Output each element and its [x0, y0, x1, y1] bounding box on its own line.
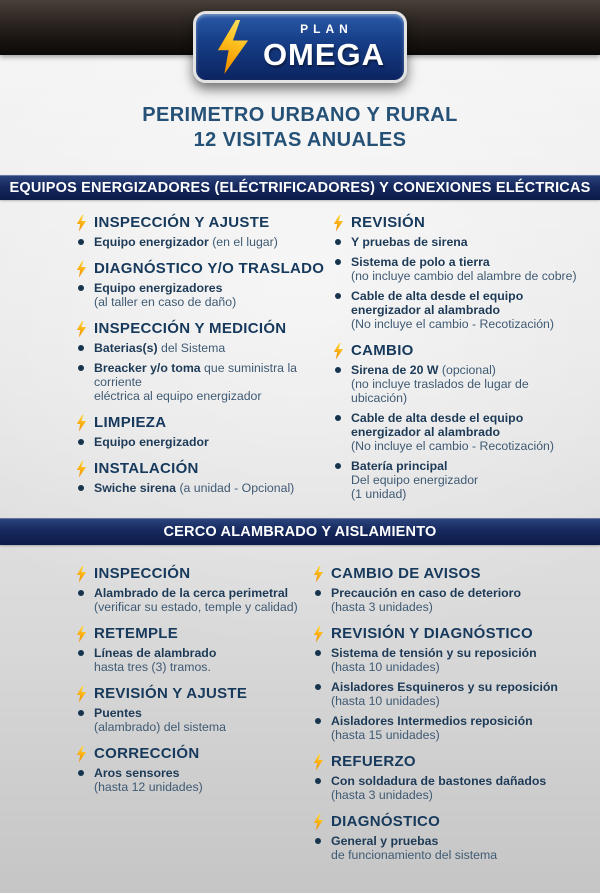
item-text-regular: (alambrado) del sistema: [94, 720, 226, 734]
service-heading-label: DIAGNÓSTICO: [331, 813, 441, 830]
item-text-regular: (no incluye traslados de lugar de ubicación): [351, 377, 529, 405]
service-item-line: [331, 660, 537, 674]
service-heading-label: INSPECCIÓN: [94, 565, 191, 582]
item-text-bold: Cable de alta desde el equipo: [351, 411, 524, 425]
service-group: [331, 813, 580, 862]
service-heading: [333, 342, 580, 360]
service-column: [76, 214, 333, 512]
page-title-line2: 12 VISITAS ANUALES: [193, 129, 407, 151]
service-item-text: [351, 363, 580, 405]
service-item-line: [94, 600, 298, 614]
service-item-text: [94, 341, 225, 355]
service-item-text: [94, 281, 236, 309]
service-group: [351, 342, 580, 501]
item-text-regular: (hasta 12 unidades): [94, 780, 203, 794]
service-item-line: [94, 295, 236, 309]
service-heading-label: CORRECCIÓN: [94, 745, 200, 762]
section-banner: CERCO ALAMBRADO Y AISLAMIENTO: [0, 518, 600, 545]
bullet-icon: [78, 770, 84, 776]
item-text-regular: (1 unidad): [351, 487, 407, 501]
service-item-text: [94, 235, 278, 249]
service-heading: [76, 685, 313, 703]
service-item-line: [331, 586, 521, 600]
bullet-icon: [315, 838, 321, 844]
item-text-bold: Alambrado de la cerca perimetral: [94, 586, 289, 600]
service-heading: [313, 813, 580, 831]
service-item-text: [94, 481, 294, 495]
sections-container: [0, 175, 600, 873]
item-text-regular: (a unidad - Opcional): [176, 481, 295, 495]
service-item-line: [351, 269, 577, 283]
item-text-bold: energizador al alambrado: [351, 303, 500, 317]
item-text-regular: (No incluye el cambio - Recotización): [351, 439, 554, 453]
service-heading-label: RETEMPLE: [94, 625, 179, 642]
item-text-bold: Batería principal: [351, 459, 448, 473]
service-item-line: [331, 646, 537, 660]
service-group: [94, 745, 313, 794]
service-item-text: [331, 586, 521, 614]
service-heading: [76, 414, 333, 432]
service-heading: [313, 625, 580, 643]
item-text-regular: (no incluye cambio del alambre de cobre): [351, 269, 577, 283]
service-heading-label: LIMPIEZA: [94, 414, 167, 431]
service-group: [331, 565, 580, 614]
service-heading-label: CAMBIO DE AVISOS: [331, 565, 481, 582]
service-item-text: [351, 459, 478, 501]
service-item-line: [94, 706, 226, 720]
service-heading: [313, 565, 580, 583]
item-text-regular: (hasta 3 unidades): [331, 600, 433, 614]
service-heading: [76, 460, 333, 478]
service-heading-label: INSPECCIÓN Y AJUSTE: [94, 214, 270, 231]
bullet-icon: [335, 239, 341, 245]
item-text-regular: (hasta 15 unidades): [331, 728, 440, 742]
item-text-bold: Equipo energizadores: [94, 281, 223, 295]
service-item: [78, 766, 313, 794]
service-group: [331, 625, 580, 742]
service-item-line: [351, 363, 580, 377]
item-text-regular: hasta tres (3) tramos.: [94, 660, 211, 674]
item-text-regular: Del equipo energizador: [351, 473, 479, 487]
bullet-icon: [315, 778, 321, 784]
service-item: [315, 774, 580, 802]
service-item-text: [331, 774, 546, 802]
service-item-line: [94, 646, 216, 660]
service-item: [315, 714, 580, 742]
lightning-bolt-icon: [76, 566, 87, 583]
service-item: [78, 281, 333, 309]
item-text-bold: Cable de alta desde el equipo: [351, 289, 524, 303]
item-text-regular: (opcional): [438, 363, 496, 377]
item-text-bold: Sirena de 20 W: [351, 363, 439, 377]
item-text-regular: del Sistema: [157, 341, 226, 355]
bullet-icon: [315, 684, 321, 690]
service-item-line: [351, 473, 478, 487]
service-group: [94, 320, 333, 403]
lightning-bolt-icon: [76, 415, 87, 432]
lightning-bolt-icon: [313, 626, 324, 643]
service-heading: [76, 320, 333, 338]
service-group: [94, 685, 313, 734]
item-text-bold: Aisladores Esquineros y su reposición: [331, 680, 558, 694]
bullet-icon: [78, 439, 84, 445]
service-heading: [76, 214, 333, 232]
bullet-icon: [335, 367, 341, 373]
section-banner: EQUIPOS ENERGIZADORES (ELÉCTRIFICADORES) Y CONEXIONES ELÉCTRICAS: [0, 175, 600, 200]
service-heading-label: CAMBIO: [351, 342, 414, 359]
service-item-line: [94, 389, 333, 403]
service-item-line: [351, 317, 554, 331]
service-group: [94, 460, 333, 495]
service-item-line: [94, 235, 278, 249]
bullet-icon: [78, 590, 84, 596]
item-text-regular: eléctrica al equipo energizador: [94, 389, 262, 403]
item-text-regular: (hasta 3 unidades): [331, 788, 433, 802]
page-title: [0, 103, 600, 153]
service-heading-label: INSTALACIÓN: [94, 460, 199, 477]
service-item-text: [331, 680, 558, 708]
item-text-bold: Breacker y/o toma: [94, 361, 201, 375]
bullet-icon: [78, 485, 84, 491]
service-item-text: [94, 361, 333, 403]
service-item-line: [331, 774, 546, 788]
service-group: [351, 214, 580, 331]
bullet-icon: [315, 590, 321, 596]
service-item-text: [351, 411, 554, 453]
service-item-text: [331, 646, 537, 674]
service-item-line: [351, 411, 554, 425]
service-group: [94, 214, 333, 249]
service-item: [78, 341, 333, 355]
service-item-text: [94, 766, 203, 794]
service-item-line: [331, 728, 533, 742]
service-item-line: [94, 361, 333, 389]
item-text-bold: General y pruebas: [331, 834, 439, 848]
service-item-line: [351, 303, 554, 317]
page-title-line1: PERIMETRO URBANO Y RURAL: [142, 104, 458, 126]
item-text-regular: (al taller en caso de daño): [94, 295, 237, 309]
service-item-text: [331, 714, 533, 742]
service-item: [78, 481, 333, 495]
service-item-line: [94, 586, 298, 600]
service-item-text: [351, 255, 577, 283]
service-item: [78, 235, 333, 249]
service-item-text: [94, 586, 298, 614]
item-text-regular: (hasta 10 unidades): [331, 660, 440, 674]
service-heading-label: DIAGNÓSTICO Y/O TRASLADO: [94, 260, 325, 277]
plan-omega-logo: [193, 11, 407, 83]
service-item: [315, 680, 580, 708]
service-item-line: [351, 459, 478, 473]
logo-omega-label: OMEGA: [262, 36, 386, 72]
service-item-line: [351, 235, 468, 249]
logo-text: [263, 22, 385, 73]
service-item-line: [331, 600, 521, 614]
bullet-icon: [335, 415, 341, 421]
item-text-bold: Baterias(s): [94, 341, 158, 355]
bullet-icon: [335, 463, 341, 469]
service-group: [331, 753, 580, 802]
lightning-bolt-icon: [333, 215, 344, 232]
item-text-bold: Puentes: [94, 706, 142, 720]
service-group: [94, 625, 313, 674]
service-item-line: [351, 289, 554, 303]
service-item-line: [331, 680, 558, 694]
lightning-bolt-icon: [333, 343, 344, 360]
item-text-regular: (No incluye el cambio - Recotización): [351, 317, 554, 331]
service-item-line: [94, 481, 294, 495]
lightning-bolt-icon: [313, 754, 324, 771]
service-group: [94, 565, 313, 614]
service-heading: [76, 625, 313, 643]
service-item: [315, 586, 580, 614]
service-item: [335, 289, 580, 331]
service-item-line: [351, 377, 580, 405]
bullet-icon: [315, 718, 321, 724]
service-item-line: [331, 788, 546, 802]
item-text-bold: Swiche sirena: [94, 481, 177, 495]
service-item: [315, 646, 580, 674]
section-content: [0, 545, 600, 873]
lightning-bolt-icon: [76, 626, 87, 643]
service-item: [78, 361, 333, 403]
service-item-text: [94, 706, 226, 734]
service-item-line: [331, 848, 497, 862]
bullet-icon: [335, 259, 341, 265]
service-item-text: [351, 235, 468, 249]
lightning-bolt-icon: [215, 20, 251, 74]
service-item-line: [351, 425, 554, 439]
item-text-bold: Sistema de polo a tierra: [351, 255, 490, 269]
service-item: [315, 834, 580, 862]
service-item: [335, 255, 580, 283]
item-text-bold: energizador al alambrado: [351, 425, 500, 439]
service-heading: [333, 214, 580, 232]
service-item-line: [351, 487, 478, 501]
item-text-bold: Con soldadura de bastones dañados: [331, 774, 547, 788]
service-item: [78, 646, 313, 674]
service-column: [76, 565, 313, 873]
service-item-line: [351, 439, 554, 453]
service-item: [78, 586, 313, 614]
service-group: [94, 414, 333, 449]
item-text-bold: Y pruebas de sirena: [351, 235, 468, 249]
bullet-icon: [78, 239, 84, 245]
service-item-text: [94, 435, 209, 449]
service-group: [94, 260, 333, 309]
service-heading-label: REVISIÓN: [351, 214, 426, 231]
service-item-line: [94, 766, 203, 780]
service-item-text: [351, 289, 554, 331]
service-heading: [313, 753, 580, 771]
service-heading-label: REVISIÓN Y AJUSTE: [94, 685, 248, 702]
service-item-line: [331, 694, 558, 708]
service-item-line: [331, 714, 533, 728]
lightning-bolt-icon: [76, 686, 87, 703]
service-item: [335, 411, 580, 453]
item-text-regular: (hasta 10 unidades): [331, 694, 440, 708]
service-item: [78, 706, 313, 734]
lightning-bolt-icon: [313, 566, 324, 583]
item-text-bold: Equipo energizador: [94, 435, 209, 449]
service-item: [335, 235, 580, 249]
bullet-icon: [78, 365, 84, 371]
service-heading: [76, 745, 313, 763]
item-text-regular: de funcionamiento del sistema: [331, 848, 498, 862]
logo-plan-label: PLAN: [300, 21, 353, 36]
service-heading-label: INSPECCIÓN Y MEDICIÓN: [94, 320, 287, 337]
lightning-bolt-icon: [76, 215, 87, 232]
service-item-text: [94, 646, 216, 674]
service-item: [335, 459, 580, 501]
lightning-bolt-icon: [313, 814, 324, 831]
service-heading: [76, 565, 313, 583]
item-text-bold: Sistema de tensión y su reposición: [331, 646, 537, 660]
bullet-icon: [315, 650, 321, 656]
item-text-regular: (en el lugar): [208, 235, 278, 249]
service-item-line: [94, 281, 236, 295]
lightning-bolt-icon: [76, 261, 87, 278]
service-item-line: [94, 780, 203, 794]
bullet-icon: [78, 345, 84, 351]
service-item-line: [94, 341, 225, 355]
item-text-regular: que suministra la corriente: [94, 361, 298, 389]
bullet-icon: [335, 293, 341, 299]
service-column: [333, 214, 580, 512]
item-text-bold: Aisladores Intermedios reposición: [331, 714, 533, 728]
service-item: [335, 363, 580, 405]
lightning-bolt-icon: [76, 746, 87, 763]
item-text-bold: Precaución en caso de deterioro: [331, 586, 521, 600]
lightning-bolt-icon: [76, 461, 87, 478]
item-text-bold: Líneas de alambrado: [94, 646, 217, 660]
service-item-text: [331, 834, 497, 862]
service-item-line: [94, 660, 216, 674]
service-item-line: [351, 255, 577, 269]
service-column: [313, 565, 580, 873]
service-heading-label: REVISIÓN Y DIAGNÓSTICO: [331, 625, 533, 642]
service-heading-label: REFUERZO: [331, 753, 416, 770]
bullet-icon: [78, 650, 84, 656]
lightning-bolt-icon: [76, 321, 87, 338]
service-item-line: [94, 720, 226, 734]
item-text-bold: Equipo energizador: [94, 235, 209, 249]
service-heading: [76, 260, 333, 278]
service-item-line: [94, 435, 209, 449]
service-item-line: [331, 834, 497, 848]
item-text-bold: Aros sensores: [94, 766, 180, 780]
bullet-icon: [78, 285, 84, 291]
bullet-icon: [78, 710, 84, 716]
item-text-regular: (verificar su estado, temple y calidad): [94, 600, 298, 614]
section-content: [0, 200, 600, 512]
service-item: [78, 435, 333, 449]
